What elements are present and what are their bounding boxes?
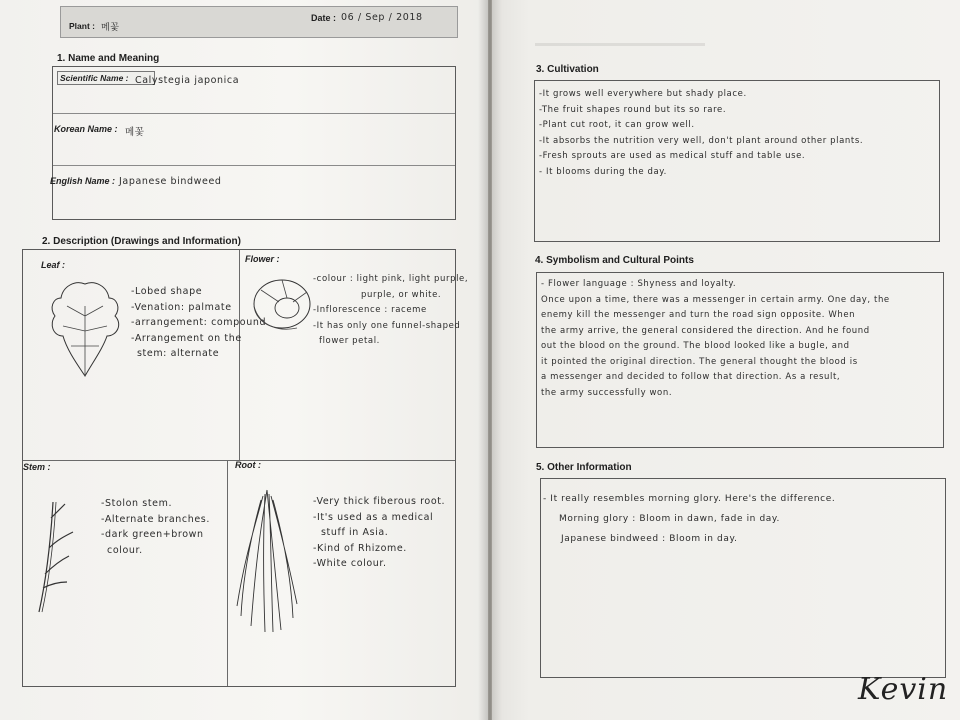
cultivation-line: -Fresh sprouts are used as medical stuff and table use. [539, 151, 806, 161]
stem-note: colour. [107, 544, 143, 556]
root-note: -Kind of Rhizome. [313, 542, 407, 554]
korean-label: Korean Name : [54, 124, 118, 134]
flower-label: Flower : [245, 254, 280, 264]
cultivation-line: - It blooms during the day. [539, 166, 667, 177]
cultivation-line: -It grows well everywhere but shady place. [539, 89, 747, 99]
header-bar [60, 6, 458, 38]
leaf-label: Leaf : [41, 260, 66, 270]
symbolism-line: the army arrive, the general considered the direction. And he found [541, 325, 870, 336]
root-notes [313, 494, 445, 572]
other-info-line: Morning glory : Bloom in dawn, fade in day. [559, 514, 780, 524]
symbolism-notes [541, 277, 890, 401]
leaf-drawing [45, 276, 125, 386]
stem-note: -dark green+brown [101, 529, 204, 540]
cultivation-notes [539, 87, 863, 180]
english-value: Japanese bindweed [119, 176, 222, 187]
scientific-value: Calystegia japonica [135, 75, 240, 86]
cultivation-line: -The fruit shapes round but its so rare. [539, 104, 727, 115]
section5-title: 5. Other Information [536, 462, 632, 473]
symbolism-line: a messenger and decided to follow that direction. As a result, [541, 372, 841, 382]
section2-title: 2. Description (Drawings and Information) [42, 236, 241, 247]
other-info-line: Japanese bindweed : Bloom in day. [561, 534, 738, 544]
root-drawing [227, 486, 307, 636]
flower-note: -It has only one funnel-shaped [313, 320, 461, 331]
stem-drawing [31, 496, 87, 616]
divider [53, 113, 455, 114]
flower-drawing [249, 276, 315, 338]
show-through-text: ▬▬▬▬▬▬▬▬▬▬▬▬▬▬▬▬▬ [535, 38, 705, 49]
other-info-notes [543, 489, 835, 549]
flower-note: -Inflorescence : raceme [313, 305, 427, 315]
leaf-note: stem: alternate [137, 348, 220, 359]
description-box [22, 249, 469, 687]
flower-note: -colour : light pink, light purple, [313, 274, 469, 284]
stem-note: -Alternate branches. [101, 513, 210, 525]
leaf-notes [131, 284, 266, 362]
symbolism-line: out the blood on the ground. The blood looked like a bugle, and [541, 341, 850, 351]
date-value: 06 / Sep / 2018 [341, 12, 423, 23]
root-note: stuff in Asia. [321, 527, 389, 538]
symbolism-line: the army successfully won. [541, 387, 673, 398]
korean-value: 메꽃 [125, 127, 145, 138]
date-label: Date : [311, 13, 337, 23]
stem-label: Stem : [23, 462, 51, 472]
plant-value: 메꽃 [101, 23, 120, 33]
root-note: -Very thick fiberous root. [313, 496, 446, 507]
symbolism-line: - Flower language : Shyness and loyalty. [541, 279, 737, 289]
stem-note: -Stolon stem. [101, 498, 173, 509]
flower-note: purple, or white. [361, 289, 442, 300]
leaf-note: -Arrangement on the [131, 332, 242, 344]
cultivation-line: -It absorbs the nutrition very well, don't plant around other plants. [539, 135, 864, 146]
flower-note: flower petal. [319, 336, 380, 346]
stem-notes [101, 496, 210, 558]
cultivation-line: -Plant cut root, it can grow well. [539, 120, 695, 130]
section3-title: 3. Cultivation [536, 64, 599, 75]
plant-label: Plant : [69, 21, 95, 31]
english-label: English Name : [50, 176, 116, 186]
other-info-line: - It really resembles morning glory. Here's the difference. [543, 494, 836, 504]
symbolism-box [536, 272, 944, 448]
name-meaning-box [52, 66, 456, 220]
symbolism-line: enemy kill the messenger and turn the road sign opposite. When [541, 310, 856, 320]
leaf-note: -Lobed shape [131, 286, 203, 297]
symbolism-line: Once upon a time, there was a messenger in certain army. One day, the [541, 294, 890, 305]
divider [53, 165, 455, 166]
root-note: -White colour. [313, 558, 387, 569]
cultivation-box [534, 80, 940, 242]
other-info-box [540, 478, 946, 678]
symbolism-line: it pointed the original direction. The general thought the blood is [541, 356, 858, 367]
signature: Kevin [858, 672, 949, 707]
flower-notes [313, 272, 468, 350]
scientific-label: Scientific Name : [60, 73, 129, 83]
leaf-note: -arrangement: compound [131, 317, 267, 328]
root-label: Root : [235, 460, 261, 470]
section1-title: 1. Name and Meaning [57, 53, 160, 64]
book-spine [478, 0, 502, 720]
section4-title: 4. Symbolism and Cultural Points [535, 255, 694, 266]
root-note: -It's used as a medical [313, 511, 434, 523]
leaf-note: -Venation: palmate [131, 301, 232, 313]
